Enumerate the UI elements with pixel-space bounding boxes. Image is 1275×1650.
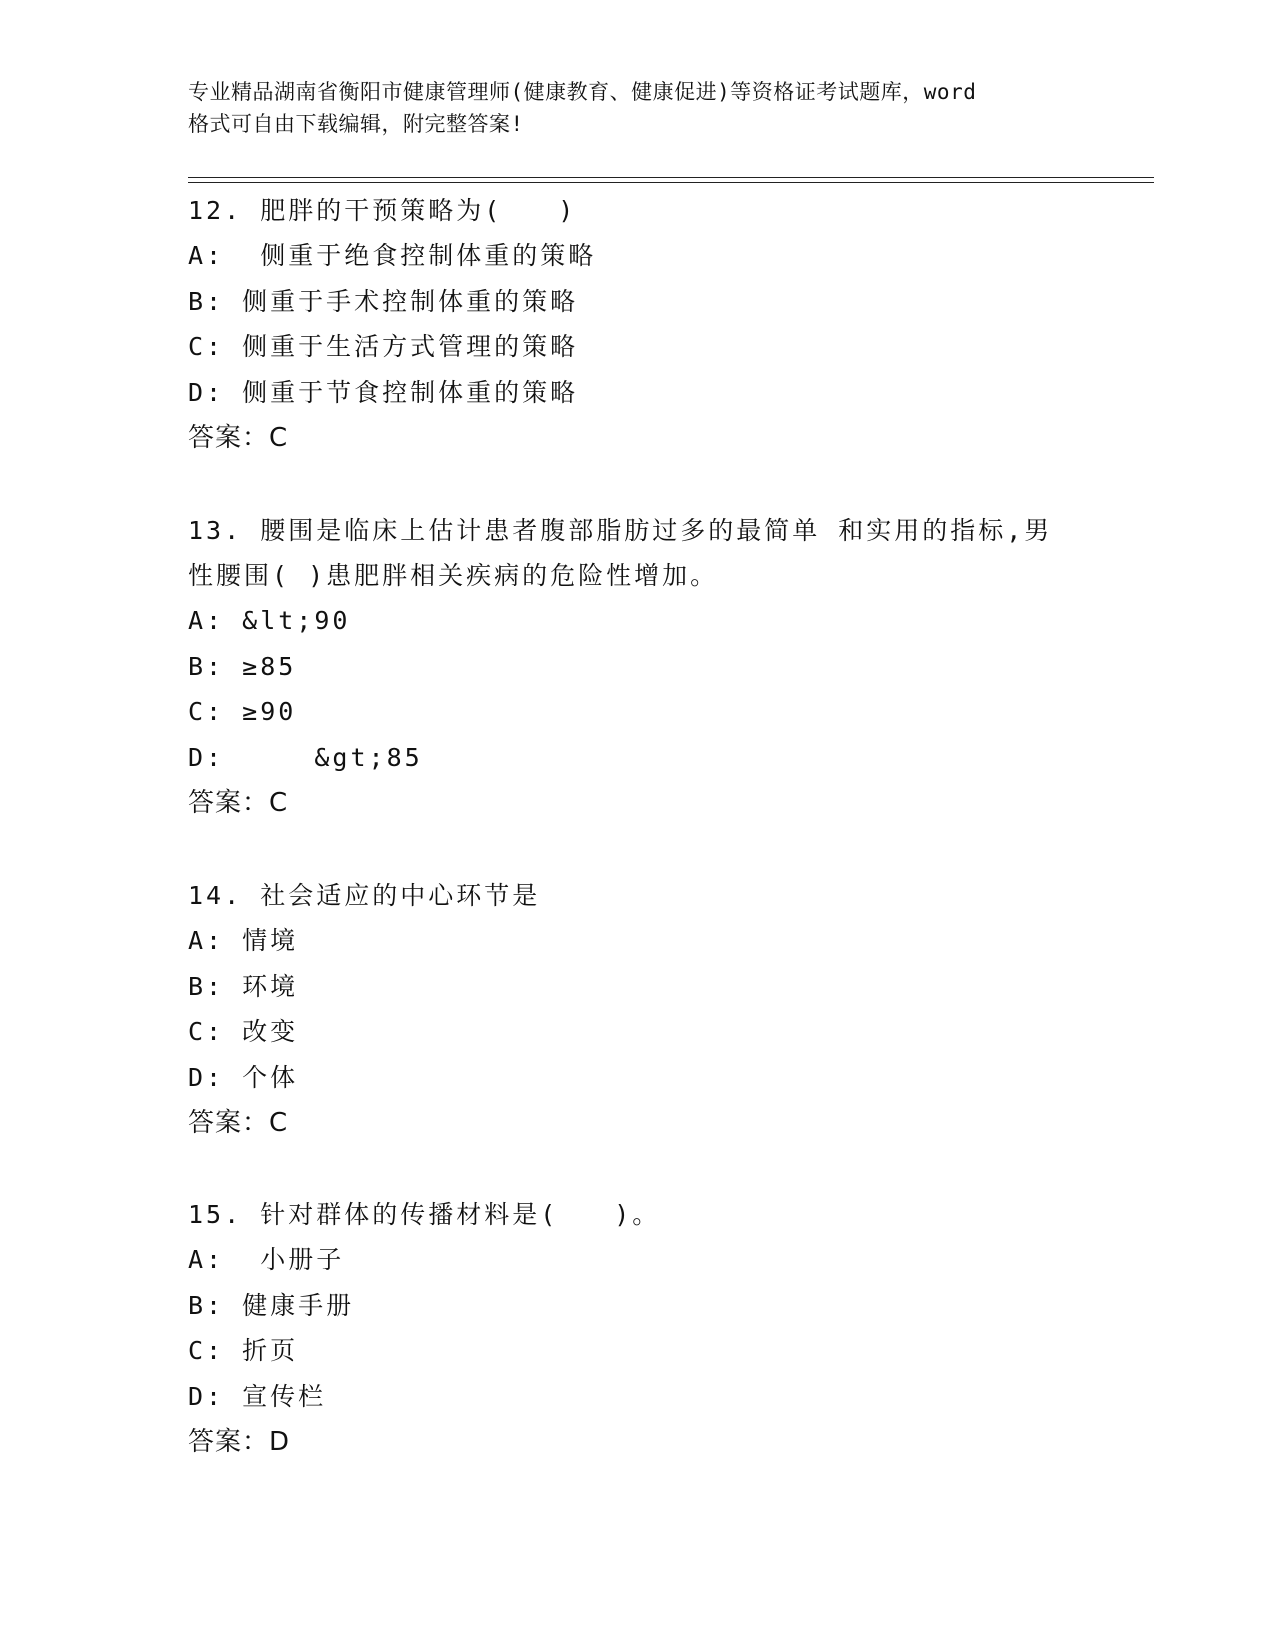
answer-line: 答案：C (188, 788, 289, 818)
option-b: B: 健康手册 (188, 1290, 355, 1320)
question-13 (188, 508, 1088, 826)
question-14 (188, 873, 1088, 1146)
option-a: A: &lt;90 (188, 606, 351, 635)
header-divider-top (188, 177, 1154, 178)
option-c: C: ≥90 (188, 697, 297, 726)
option-d: D: &gt;85 (188, 742, 423, 772)
option-c: C: 侧重于生活方式管理的策略 (188, 332, 579, 361)
answer-line: 答案：C (188, 423, 289, 453)
question-stem-line-1: 13. 腰围是临床上估计患者腹部脂肪过多的最简单 和实用的指标,男 (188, 516, 1053, 545)
option-d: D: 侧重于节食控制体重的策略 (188, 377, 579, 407)
question-stem: 15. 针对群体的传播材料是( )。 (188, 1200, 661, 1229)
question-12 (188, 188, 1088, 461)
option-c: C: 改变 (188, 1017, 299, 1046)
question-stem: 12. 肥胖的干预策略为( ) (188, 196, 577, 225)
question-15 (188, 1192, 1088, 1465)
document-header (188, 76, 1088, 140)
header-divider-bottom (188, 182, 1154, 183)
question-stem-line-2: 性腰围( )患肥胖相关疾病的危险性增加。 (188, 561, 719, 590)
option-d: D: 宣传栏 (188, 1381, 327, 1411)
option-d: D: 个体 (188, 1062, 299, 1092)
option-a: A: 侧重于绝食控制体重的策略 (188, 241, 597, 270)
option-a: A: 小册子 (188, 1245, 345, 1274)
answer-line: 答案：C (188, 1108, 289, 1138)
option-b: B: 环境 (188, 971, 299, 1001)
option-b: B: ≥85 (188, 651, 297, 681)
header-line-1: 专业精品湖南省衡阳市健康管理师(健康教育、健康促进)等资格证考试题库，word (188, 80, 977, 104)
option-b: B: 侧重于手术控制体重的策略 (188, 286, 579, 316)
header-line-2: 格式可自由下载编辑，附完整答案! (188, 112, 524, 136)
answer-line: 答案：D (188, 1427, 291, 1457)
option-c: C: 折页 (188, 1336, 299, 1365)
question-stem: 14. 社会适应的中心环节是 (188, 881, 541, 910)
option-a: A: 情境 (188, 926, 299, 955)
